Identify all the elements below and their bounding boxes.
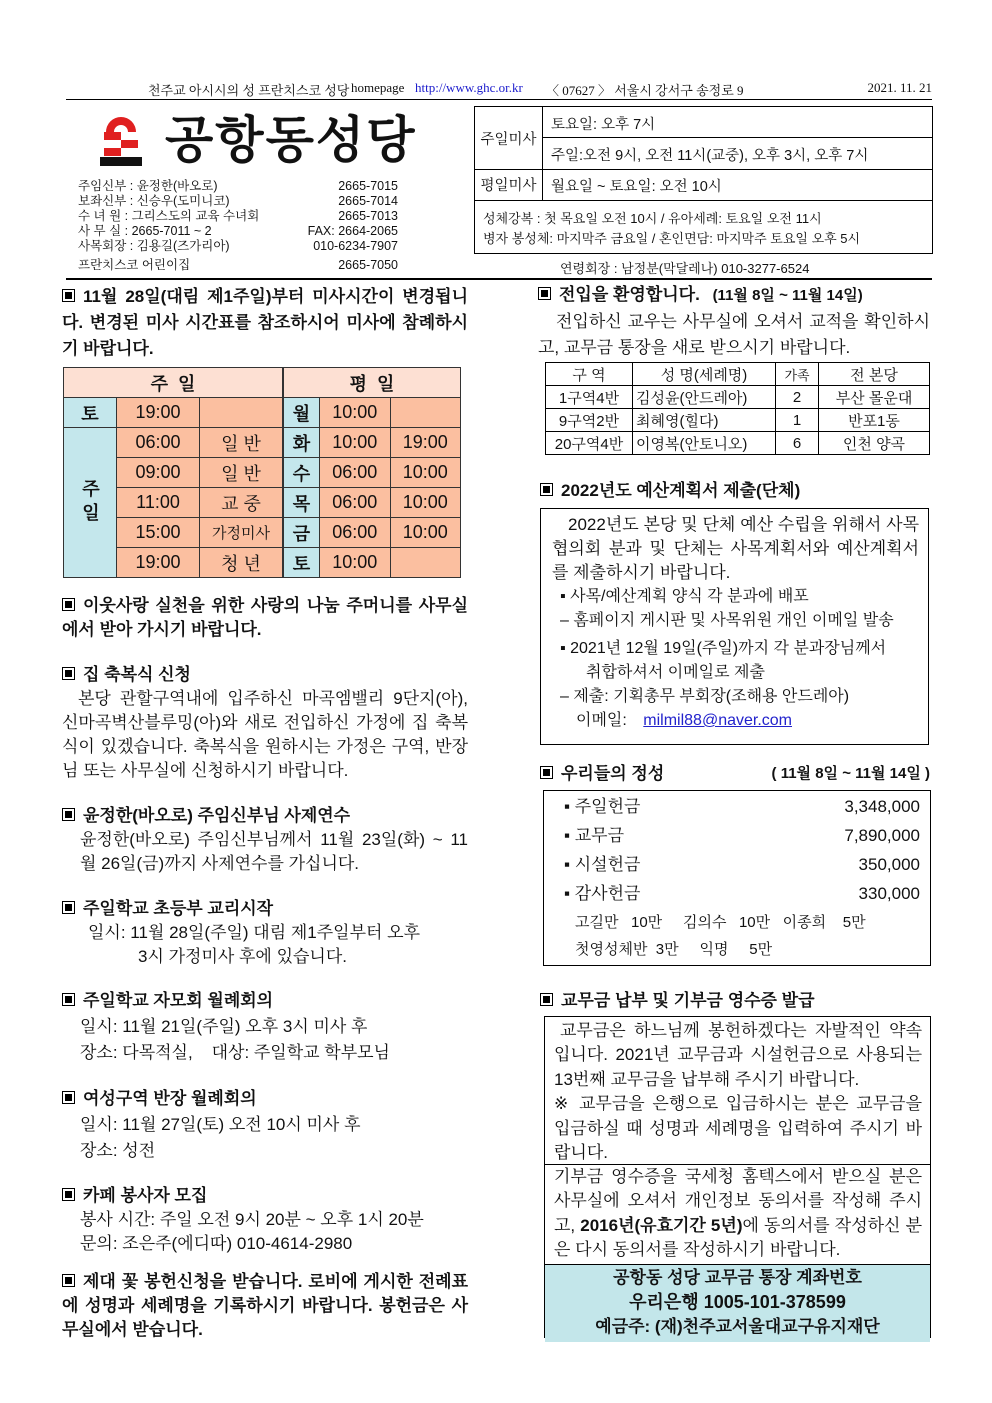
type-cell: 일 반 — [200, 428, 284, 458]
cell: 9구역2반 — [546, 409, 633, 432]
staff-role: 주임신부 : 윤정한(바오로) — [78, 179, 218, 193]
section-line: 봉사 시간: 주일 오전 9시 20분 ~ 오후 1시 20분 — [80, 1210, 424, 1229]
title-text: 집 축복식 신청 — [83, 665, 191, 684]
cell: 김성윤(안드레아) — [633, 386, 776, 409]
type-cell: 청 년 — [200, 548, 284, 578]
email-line — [552, 709, 919, 733]
mass-schedule-table — [63, 367, 461, 578]
time-cell: 09:00 — [117, 458, 200, 488]
staff-list — [78, 179, 398, 273]
cell: 이영복(안토니오) — [633, 432, 776, 455]
staff-row — [78, 194, 398, 209]
column-header: 가족 — [776, 363, 819, 386]
section-line: 일시: 11월 28일(주일) 대림 제1주일부터 오후 — [88, 923, 421, 942]
offering-label: ▪ 시설헌금 — [564, 855, 641, 874]
house-blessing-section — [62, 663, 468, 783]
budget-body: 2022년도 본당 및 단체 예산 수립을 위해서 사목협의회 분과 및 단체는 사목계획서와 예산계획서를 제출하시기 바랍니다. — [552, 515, 919, 582]
dues-info — [545, 1017, 930, 1165]
cafe-volunteer-section — [62, 1184, 468, 1256]
square-bullet-icon — [62, 901, 75, 914]
offering-box — [543, 790, 931, 966]
budget-title — [540, 479, 800, 503]
section-body: 윤정한(바오로) 주임신부님께서 11월 23일(화) ~ 11월 26일(금)까지 사제연수를 가십니다. — [80, 830, 468, 873]
receipt-highlight: 2016년(유효기간 5년) — [580, 1215, 743, 1235]
section-title — [62, 1086, 468, 1112]
title-text: 윤정한(바오로) 주임신부님 사제연수 — [83, 806, 351, 825]
cell: 부산 몰운대 — [819, 386, 930, 409]
donors-line: 첫영성체반 3만 익명 5만 — [575, 941, 773, 958]
time-cell: 10:00 — [320, 428, 391, 458]
receipt-text: 기부금 영수증을 국세청 홈텍스에서 받으실 분은 사무실에 오셔서 개인정보 동의서를 작성해 주시고, — [554, 1167, 922, 1235]
cell: 1구역4반 — [546, 386, 633, 409]
dues-paragraph: ※ 교무금을 은행으로 입금하시는 분은 교무금을 입금하실 때 성명과 세례명을 입력하여 주시기 바랍니다. — [554, 1094, 922, 1163]
offering-title — [540, 762, 930, 786]
parish-name: 천주교 아시시의 성 프란치스코 성당 — [148, 83, 350, 98]
day-cell: 토 — [283, 548, 320, 578]
staff-phone: 010-6234-7907 — [313, 239, 398, 253]
mass-change-notice — [62, 284, 468, 362]
day-cell: 화 — [283, 428, 320, 458]
time-cell: 19:00 — [117, 548, 200, 578]
sunday-mass-label: 주일미사 — [475, 107, 543, 169]
staff-role: 프란치스코 어린이집 — [78, 258, 191, 272]
staff-phone: 2665-7013 — [338, 209, 398, 223]
time-cell: 10:00 — [390, 488, 461, 518]
cell: 2 — [776, 386, 819, 409]
offering-item — [544, 821, 930, 850]
offering-amount: 350,000 — [858, 855, 920, 874]
mothers-meeting-section — [62, 988, 468, 1066]
square-bullet-icon — [62, 598, 75, 611]
square-bullet-icon — [62, 808, 75, 821]
table-row — [546, 409, 930, 432]
cell: 6 — [776, 432, 819, 455]
sunday-mass: 주일:오전 9시, 오전 11시(교중), 오후 3시, 오후 7시 — [551, 148, 869, 164]
day-cell: 금 — [283, 518, 320, 548]
budget-bullet: – 제출: 기획총무 부회장(조해용 안드레아) — [560, 688, 850, 705]
address: 〈 07627 〉 서울시 강서구 송정로 9 — [546, 83, 744, 98]
dues-paragraph: 교무금은 하느님께 봉헌하겠다는 자발적인 약속입니다. 2021년 교무금과 시설헌금으로 사용되는 13번째 교무금을 납부해 주시기 바랍니다. — [554, 1021, 922, 1089]
time-cell: 06:00 — [320, 488, 391, 518]
section-line: 문의: 조은주(에디따) 010-4614-2980 — [80, 1234, 353, 1253]
time-cell — [390, 548, 461, 578]
title-text: 전입을 환영합니다. — [559, 285, 700, 304]
offering-amount: 7,890,000 — [844, 826, 920, 845]
dues-box — [544, 1016, 931, 1338]
cell: 1 — [776, 409, 819, 432]
notice-text: 제대 꽃 봉헌신청을 받습니다. 로비에 게시한 전례표에 성명과 세례명을 기록하시기 바랍니다. 봉헌금은 사무실에서 받습니다. — [62, 1272, 468, 1339]
table-row — [546, 432, 930, 455]
section-line: 장소: 다목적실, 대상: 주일학교 학부모님 — [80, 1043, 390, 1062]
time-cell: 11:00 — [117, 488, 200, 518]
email-label: 이메일: — [576, 712, 627, 729]
day-cell: 토 — [64, 398, 117, 428]
account-holder: 예금주: (재)천주교서울대교구유지재단 — [595, 1316, 880, 1336]
church-title: 공항동성당 — [165, 112, 417, 168]
email-link[interactable]: milmil88@naver.com — [643, 712, 793, 729]
staff-phone: 2665-7014 — [338, 194, 398, 208]
staff-role: 보좌신부 : 신승우(도미니코) — [78, 194, 230, 208]
date: 2021. 11. 21 — [867, 80, 932, 95]
cell: 최혜영(힐다) — [633, 409, 776, 432]
staff-row — [78, 224, 398, 239]
staff-role: 사 무 실 : 2665-7011 ~ 2 — [78, 224, 212, 238]
time-cell: 06:00 — [320, 518, 391, 548]
section-title — [62, 1184, 468, 1208]
time-cell: 10:00 — [320, 548, 391, 578]
type-cell: 가정미사 — [200, 518, 284, 548]
square-bullet-icon — [62, 289, 75, 302]
offering-amount: 3,348,000 — [844, 797, 920, 816]
type-cell — [200, 398, 284, 428]
staff-phone: 2665-7015 — [338, 179, 398, 193]
square-bullet-icon — [540, 993, 553, 1006]
mass-times-box — [474, 106, 933, 254]
section-body: 전입하신 교우는 사무실에 오셔서 교적을 확인하시고, 교무금 통장을 새로 받으시기 바랍니다. — [538, 312, 930, 357]
weekday-mass-label: 평일미사 — [475, 169, 543, 200]
budget-bullet: 취합하셔서 이메일로 제출 — [586, 664, 765, 681]
section-title — [62, 988, 468, 1014]
sacrament-info-1: 성체강복 : 첫 목요일 오전 10시 / 유아세례: 토요일 오전 11시 — [483, 211, 822, 226]
staff-row — [78, 258, 398, 273]
altar-flower-notice — [62, 1270, 468, 1342]
staff-phone: 2665-7050 — [338, 258, 398, 272]
time-cell: 06:00 — [320, 458, 391, 488]
receipt-text: 에 동의서를 작성하신 분은 다시 동의서를 작성하시기 바랍니다. — [554, 1215, 922, 1260]
section-line: 일시: 11월 21일(주일) 오후 3시 미사 후 — [80, 1017, 368, 1036]
budget-bullet: – 홈페이지 게시판 및 사목위원 개인 이메일 발송 — [560, 612, 894, 629]
staff-row — [78, 239, 398, 254]
dues-title — [540, 989, 815, 1013]
offering-label: ▪ 주일헌금 — [564, 797, 641, 816]
sunday-label: 주일 — [64, 428, 117, 578]
cell: 인천 양곡 — [819, 432, 930, 455]
sharing-pouch-notice — [62, 594, 468, 642]
type-cell: 교 중 — [200, 488, 284, 518]
donors-line: 고길만 10만 김의수 10만 이종희 5만 — [575, 914, 866, 931]
receipt-info — [545, 1165, 930, 1265]
funeral-chair: 연령회장 : 남정분(막달레나) 010-3277-6524 — [560, 261, 810, 276]
staff-role: 수 녀 원 : 그리스도의 교육 수녀회 — [78, 209, 260, 223]
time-cell: 19:00 — [117, 398, 200, 428]
section-title — [538, 282, 930, 309]
column-header: 성 명(세례명) — [633, 363, 776, 386]
title-text: 여성구역 반장 월례회의 — [83, 1089, 257, 1108]
time-cell: 15:00 — [117, 518, 200, 548]
sunday-header: 주 일 — [64, 368, 284, 398]
weekday-mass: 월요일 ~ 토요일: 오전 10시 — [551, 179, 722, 195]
section-line: 3시 가정미사 후에 있습니다. — [138, 947, 347, 966]
title-text: 2022년도 예산계획서 제출(단체) — [561, 481, 801, 500]
square-bullet-icon — [540, 483, 553, 496]
divider — [66, 278, 932, 280]
account-info — [545, 1265, 930, 1342]
weekday-mass-row — [475, 169, 932, 201]
square-bullet-icon — [62, 667, 75, 680]
time-cell — [390, 398, 461, 428]
offering-item — [544, 850, 930, 879]
square-bullet-icon — [62, 993, 75, 1006]
table-header-row — [546, 363, 930, 386]
offering-label: ▪ 감사헌금 — [564, 884, 641, 903]
offering-item — [544, 879, 930, 908]
offering-amount: 330,000 — [858, 884, 920, 903]
square-bullet-icon — [62, 1274, 75, 1287]
time-cell: 19:00 — [390, 428, 461, 458]
column-header: 구 역 — [546, 363, 633, 386]
period-text: ( 11월 8일 ~ 11월 14일 ) — [771, 765, 930, 782]
time-cell: 10:00 — [320, 398, 391, 428]
sunday-mass-row — [475, 107, 932, 170]
title-text: 주일학교 자모회 월례회의 — [83, 991, 274, 1010]
sacrament-info-2: 병자 봉성체: 마지막주 금요일 / 혼인면담: 마지막주 토요일 오후 5시 — [483, 231, 861, 246]
weekday-header: 평 일 — [283, 368, 461, 398]
sunday-school-section — [62, 897, 468, 969]
newcomers-table — [545, 362, 930, 455]
staff-row — [78, 209, 398, 224]
title-text: 교무금 납부 및 기부금 영수증 발급 — [561, 991, 815, 1010]
square-bullet-icon — [62, 1091, 75, 1104]
staff-row — [78, 179, 398, 194]
column-header: 전 본당 — [819, 363, 930, 386]
cell: 반포1동 — [819, 409, 930, 432]
period-text: (11월 8일 ~ 11월 14일) — [712, 287, 863, 304]
title-text: 카페 봉사자 모집 — [83, 1186, 208, 1205]
time-cell: 06:00 — [117, 428, 200, 458]
cell: 20구역4반 — [546, 432, 633, 455]
section-title — [62, 804, 468, 828]
budget-bullet: ▪ 사목/예산계획 양식 각 분과에 배포 — [560, 588, 809, 605]
women-meeting-section — [62, 1086, 468, 1164]
church-logo — [98, 110, 144, 166]
notice-text: 이웃사랑 실천을 위한 사랑의 나눔 주머니를 사무실에서 받아 가시기 바랍니다. — [62, 596, 468, 639]
type-cell: 일 반 — [200, 458, 284, 488]
section-title — [62, 897, 468, 921]
staff-phone: FAX: 2664-2065 — [307, 224, 398, 238]
section-line: 일시: 11월 27일(토) 오전 10시 미사 후 — [80, 1115, 361, 1134]
account-title: 공항동 성당 교무금 통장 계좌번호 — [613, 1268, 862, 1287]
homepage-label: homepage — [351, 80, 405, 95]
time-cell: 10:00 — [390, 458, 461, 488]
budget-bullet: ▪ 2021년 12월 19일(주일)까지 각 분과장님께서 — [560, 640, 887, 657]
table-row — [546, 386, 930, 409]
budget-box — [540, 508, 929, 745]
offering-label: ▪ 교무금 — [564, 826, 625, 845]
square-bullet-icon — [540, 766, 553, 779]
square-bullet-icon — [62, 1188, 75, 1201]
section-body: 본당 관할구역내에 입주하신 마곡엠밸리 9단지(아), 신마곡벽산블루밍(아)와 새로 전입하신 가정에 집 축복식이 있겠습니다. 축복식을 원하시는 가정은 구역, 반장님 또는 사무실에 신청하시기 바랍니다. — [62, 689, 468, 780]
section-line: 장소: 성전 — [80, 1141, 156, 1160]
priest-retreat-section — [62, 804, 468, 876]
day-cell: 목 — [283, 488, 320, 518]
welcome-section — [538, 282, 930, 361]
square-bullet-icon — [538, 287, 551, 300]
title-text: 주일학교 초등부 교리시작 — [83, 899, 274, 918]
staff-role: 사목회장 : 김용길(즈가리아) — [78, 239, 230, 253]
saturday-mass: 토요일: 오후 7시 — [551, 117, 656, 133]
day-cell: 월 — [283, 398, 320, 428]
notice-text: 11월 28일(대림 제1주일)부터 미사시간이 변경됩니다. 변경된 미사 시간표를 참조하시어 미사에 참례하시기 바랍니다. — [62, 287, 468, 358]
title-text: 우리들의 정성 — [561, 764, 665, 783]
account-number: 우리은행 1005-101-378599 — [629, 1292, 846, 1313]
day-cell: 수 — [283, 458, 320, 488]
offering-item — [544, 792, 930, 821]
homepage-link[interactable]: http://www.ghc.or.kr — [415, 80, 523, 95]
section-title — [62, 663, 468, 687]
time-cell: 10:00 — [390, 518, 461, 548]
